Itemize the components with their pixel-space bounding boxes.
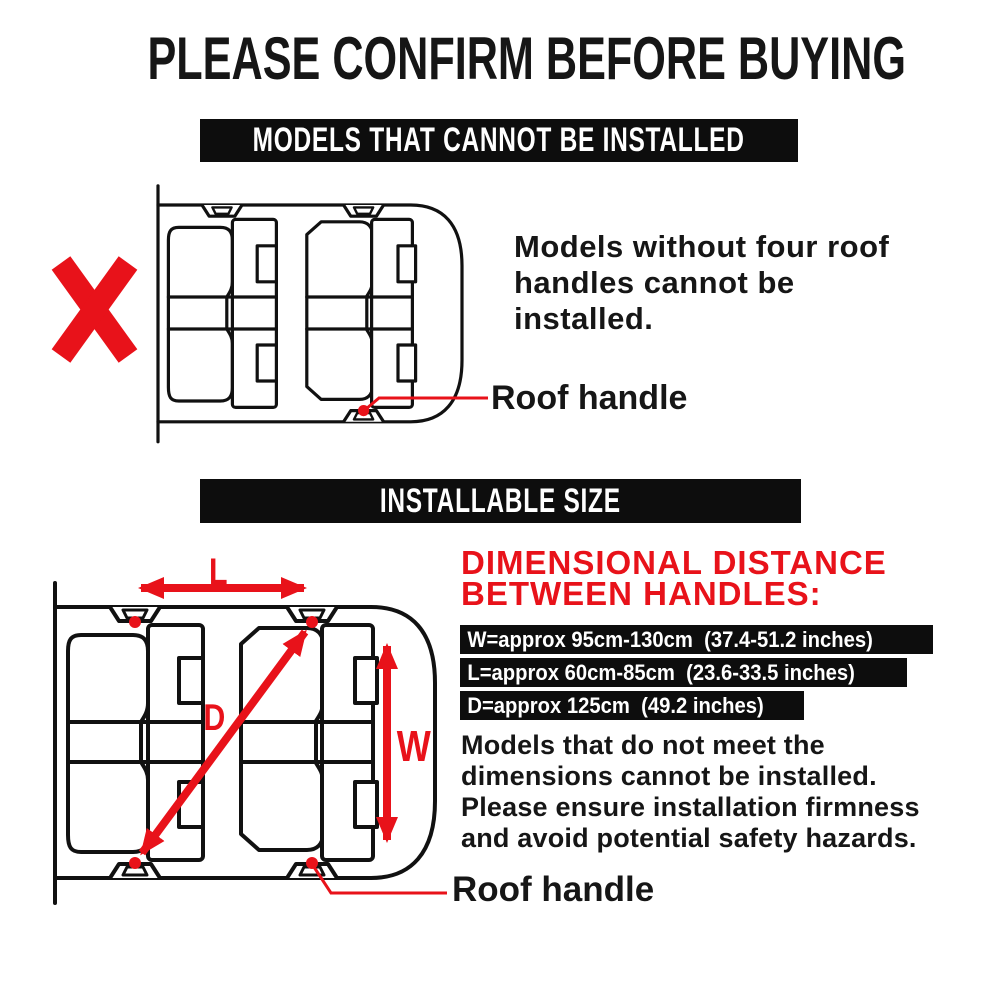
- dimension-bar-l: [460, 658, 907, 687]
- page-title-text: PLEASE CONFIRM BEFORE BUYING: [147, 25, 906, 92]
- dimension-heading-line2: BETWEEN HANDLES:: [461, 575, 822, 612]
- dimension-bar-l-text: L=approx 60cm-85cm (23.6-33.5 inches): [467, 659, 855, 685]
- dimension-heading: [461, 544, 887, 612]
- page-title: [0, 24, 1000, 93]
- dimension-label-l-text: L: [209, 551, 228, 592]
- banner-cannot-install: [200, 119, 798, 162]
- banner-cannot-install-label: MODELS THAT CANNOT BE INSTALLED: [253, 121, 745, 159]
- dimension-label-d-text: D: [203, 697, 226, 738]
- dimension-label-w: [393, 722, 435, 772]
- dimension-bar-w-text: W=approx 95cm-130cm (37.4-51.2 inches): [467, 626, 873, 652]
- dimension-bar-d-text: D=approx 125cm (49.2 inches): [467, 692, 764, 718]
- note-no-handles-line2: handles cannot be: [514, 265, 795, 300]
- note-dimensions: [461, 730, 877, 792]
- banner-installable-size-label: INSTALLABLE SIZE: [380, 481, 621, 520]
- note-dimensions-line2: dimensions cannot be installed.: [461, 761, 877, 791]
- note-safety-line2: and avoid potential safety hazards.: [461, 823, 917, 853]
- roof-handle-label-top: Roof handle: [491, 379, 688, 417]
- note-safety: [461, 792, 920, 854]
- note-dimensions-line1: Models that do not meet the: [461, 730, 825, 760]
- car-diagram-no-handles: [158, 186, 462, 442]
- dimension-bar-w: [460, 625, 933, 654]
- note-safety-line1: Please ensure installation firmness: [461, 792, 920, 822]
- dimension-heading-line1: DIMENSIONAL DISTANCE: [461, 544, 887, 581]
- car-diagram-with-dimensions: [55, 583, 435, 903]
- note-no-handles-line3: installed.: [514, 301, 654, 336]
- dimension-label-d: [201, 697, 228, 739]
- dimension-bar-d: [460, 691, 804, 720]
- dimension-label-w-text: W: [396, 722, 431, 771]
- dimension-label-l: [207, 551, 230, 593]
- note-no-handles: [514, 229, 889, 337]
- cross-mark-icon: [61, 263, 128, 356]
- roof-handle-label-bottom: Roof handle: [452, 870, 655, 909]
- banner-installable-size: [200, 479, 801, 523]
- note-no-handles-line1: Models without four roof: [514, 229, 890, 264]
